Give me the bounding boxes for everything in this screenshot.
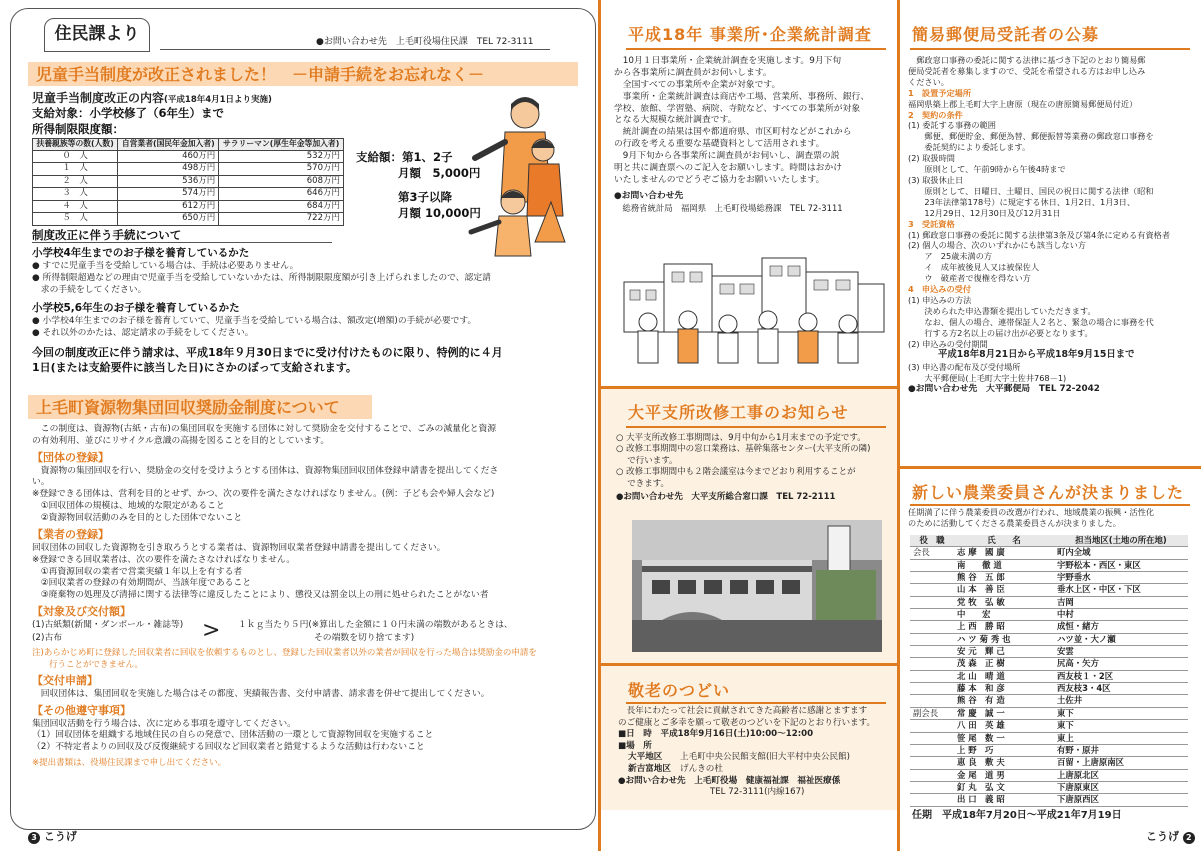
final-note (32, 346, 577, 376)
table-cell: 東下 (1054, 720, 1188, 732)
agri-intro (908, 507, 1196, 529)
recycle-note: 注)あらかじめ町に登録した回収業者に回収を依頼するものとし、登録した回収業者以外の業者が回収を行った場合は奨励金の申請を (32, 648, 537, 659)
table-cell (910, 720, 954, 732)
table-cell (910, 683, 954, 695)
table-cell: 上 西 勝 昭 (954, 621, 1054, 633)
final-note-line: 今回の制度改正に伴う請求は、平成18年９月30日までに受け付けたものに限り、特例的に４月 (32, 346, 503, 359)
table-row (910, 658, 1188, 670)
th-name: 氏 名 (954, 535, 1054, 547)
target-amount-title: 【対象及び交付額】 (32, 605, 131, 619)
post-line: 原則として、午前9時から午後4時まで (908, 164, 1066, 175)
grade4-title: 小学校4年生までのお子様を養育しているかた (32, 247, 250, 259)
post-period: 平成18年8月21日から平成18年9月15日まで (938, 349, 1135, 361)
table-cell: ５ 人 (33, 213, 118, 225)
recycle-line: 集団回収活動を行う場合は、次に定める事項を遵守してください。 (32, 718, 296, 729)
table-cell (910, 646, 954, 658)
recycle-line: ③廃棄物の処理及び清掃に関する法律等に違反したことにより、懲役又は罰金以上の刑に処せられたことがない者 (32, 590, 489, 601)
table-cell: 百留・上唐原南区 (1054, 757, 1188, 769)
table-cell: １ 人 (33, 163, 118, 175)
contact-residents: ●お問い合わせ先 上毛町役場住民課 TEL 72-3111 (316, 37, 534, 47)
keiro-contact: TEL 72-3111(内線167) (710, 787, 805, 798)
table-row (910, 781, 1188, 793)
table-cell: ハツ並・大ノ瀬 (1054, 633, 1188, 645)
taihei-line: ○ 改修工事期間中も２階会議室は今までどおり利用することが (616, 467, 856, 478)
table-cell: 尻高・矢方 (1054, 658, 1188, 670)
table-cell (910, 609, 954, 621)
census-line: 10月１日事業所・企業統計調査を実施します。9月下旬 (614, 56, 842, 66)
table-cell: 安 元 輝 己 (954, 646, 1054, 658)
table-cell (910, 781, 954, 793)
table-row (910, 609, 1188, 621)
table-row (910, 769, 1188, 781)
table-cell: 650万円 (118, 213, 219, 225)
table-cell: 金 尾 道 男 (954, 769, 1054, 781)
pay-2: 第3子以降 (398, 190, 453, 204)
post-line: 原則として、日曜日、土曜日、国民の祝日に関する法律（昭和 (908, 185, 1154, 196)
other-rules-title: 【その他遵守事項】 (32, 703, 131, 717)
keiro-venue: げんきの杜 (680, 763, 723, 774)
recycle-line: １ｋｇ当たり５円(※算出した金額に１０円未満の端数があるときは、 (238, 620, 513, 631)
keiro-district: 新吉富地区 (628, 763, 671, 774)
recycle-note: 行うことができません。 (32, 659, 144, 670)
table-cell: 土佐井 (1054, 695, 1188, 707)
grade56-item: ● それ以外のかたは、認定請求の手続をしてください。 (32, 327, 254, 338)
recycle-line: 回収団体の回収した資源物を引き取ろうとする業者は、資源物回収業者登録申請書を提出してください。 (32, 542, 446, 553)
table-cell: 藤 本 和 彦 (954, 683, 1054, 695)
post-line: イ 成年被後見人又は被保佐人 (908, 262, 1040, 273)
table-cell: 612万円 (118, 200, 219, 212)
table-cell: 恵 良 敷 夫 (954, 757, 1054, 769)
keiro-title: 敬老のつどい (628, 681, 731, 700)
table-cell (910, 757, 954, 769)
divider (910, 48, 1190, 50)
recycle-line: その端数を切り捨てます) (314, 633, 415, 644)
keiro-line: 長年にわたって社会に貢献されてきた高齢者に感謝とますます (618, 706, 868, 716)
table-cell: 町内全域 (1054, 547, 1188, 559)
divider (910, 504, 1190, 506)
grade56-item: ● 小学校4年生までのお子様を養育していて、児童手当を受給している場合は、額改定(増額)の手続が必要です。 (32, 316, 477, 326)
census-line: 全国すべての事業所や企業が対象です。 (614, 79, 781, 90)
census-line: の行政を考える重要な基礎資料として活用されます。 (614, 139, 825, 150)
post-line: なお、個人の場合、連帯保証人２名と、緊急の場合に事務を代 (908, 316, 1154, 327)
post-line: 大平郵便局(上毛町大字土佐井768－1) (908, 372, 1067, 383)
table-cell: 上唐原北区 (1054, 769, 1188, 781)
table-cell: 中 宏 (954, 609, 1054, 621)
post-body (908, 55, 1196, 395)
th-area: 担当地区(土地の所在地) (1054, 535, 1188, 547)
table-cell: ４ 人 (33, 200, 118, 212)
table-cell (910, 732, 954, 744)
table-cell: 宇野垂水 (1054, 572, 1188, 584)
taihei-body (616, 433, 892, 504)
table-cell (910, 744, 954, 756)
table-cell: 有野・原井 (1054, 744, 1188, 756)
table-row (33, 163, 344, 175)
census-line: 9月下旬から各事業所に調査員がお伺いし、調査票の説 (614, 151, 840, 161)
table-row (910, 744, 1188, 756)
table-cell: 646万円 (219, 188, 344, 200)
table-row (910, 646, 1188, 658)
taihei-line: ○ 改修工事期間中の窓口業務は、基幹集落センター(大平支所の隣) (616, 444, 871, 455)
keiro-district: 大平地区 (628, 752, 663, 763)
post-line: ア 25歳未満の方 (908, 251, 993, 262)
vendor-registration-title: 【業者の登録】 (32, 527, 109, 541)
table-cell: 山 本 善 臣 (954, 584, 1054, 596)
th-role: 役 職 (910, 535, 954, 547)
grade56-items (32, 316, 572, 340)
agri-intro-line: のために活動してくださる農業委員さんが決まりました。 (908, 518, 1121, 529)
recycle-note: ※提出書類は、役場住民課まで申し出てください。 (32, 758, 227, 769)
pay-1: 支給額：第1、2子 (356, 150, 453, 164)
table-cell: 吉岡 (1054, 596, 1188, 608)
agri-title: 新しい農業委員さんが決まりました (912, 483, 1185, 502)
recycle-line: ※登録できる回収業者は、次の要件を満たさなければなりません。 (32, 554, 296, 565)
recycle-intro: の有効利用、並びにリサイクル意識の高揚を図ることを目的としています。 (32, 435, 330, 446)
table-row (910, 757, 1188, 769)
table-cell: 498万円 (118, 163, 219, 175)
keiro-place: ■場 所 (618, 740, 652, 751)
post-line: (1) 申込みの方法 (908, 294, 972, 305)
divider (626, 702, 886, 704)
child-allowance-headline: 児童手当制度が改正されました！ －申請手続をお忘れなく－ (28, 62, 578, 86)
table-cell (910, 658, 954, 670)
post-heading: 4 申込みの受付 (908, 284, 972, 295)
census-line: いたしませんのでどうぞご協力をお願いいたします。 (614, 174, 825, 185)
keiro-date: ■日 時 平成18年9月16日(土)10:00～12:00 (618, 729, 814, 740)
brand-logo: こうげ (43, 830, 77, 843)
divider (626, 426, 886, 428)
post-heading: 2 契約の条件 (908, 109, 963, 120)
branch-office-photo (632, 520, 882, 652)
recycle-line: ②回収業者の登録の有効期間が、当該年度であること (32, 578, 252, 589)
table-cell: 西友枝3・4区 (1054, 683, 1188, 695)
table-cell (910, 559, 954, 571)
table-cell: 宇野松本・西区・東区 (1054, 559, 1188, 571)
child-heading: 児童手当制度改正の内容(平成18年4月1日より実施) (32, 91, 272, 105)
keiro-venue: 上毛町中央公民館支館(旧大平村中央公民館) (680, 752, 850, 763)
arrow-icon: > (202, 618, 221, 644)
group-registration-title: 【団体の登録】 (32, 450, 109, 464)
table-cell: 熊 谷 有 造 (954, 695, 1054, 707)
table-cell: 茂 森 正 樹 (954, 658, 1054, 670)
brand-logo: こうげ (1146, 830, 1179, 843)
table-cell: 722万円 (219, 213, 344, 225)
page-footer-left (28, 830, 77, 845)
column-divider (897, 0, 900, 851)
recycle-line: (2)古布 (32, 633, 63, 644)
table-cell: 党 牧 弘 敏 (954, 596, 1054, 608)
table-row (910, 633, 1188, 645)
census-line: 明と共に調査票へのご記入をお願いします。時間はおかけ (614, 162, 843, 173)
table-cell: 中村 (1054, 609, 1188, 621)
section-divider (897, 466, 1201, 469)
taihei-line: ○ 大平支所改修工事期間は、9月中旬から1月末までの予定です。 (616, 433, 866, 443)
table-row (33, 175, 344, 187)
table-row (910, 596, 1188, 608)
divider (626, 48, 886, 50)
table-cell: 出 口 義 昭 (954, 794, 1054, 806)
recycle-intro: この制度は、資源物(古紙・古布)の集団回収を実施する団体に対して奨励金を交付することで、ごみの減量化と資源 (32, 424, 497, 434)
income-limit-title: 所得制限限度額： (32, 122, 124, 136)
post-line: 12月29日、12月30日及び12月31日 (908, 207, 1061, 218)
post-title: 簡易郵便局受託者の公募 (912, 25, 1100, 44)
recycle-body (32, 424, 580, 770)
recycle-line: （2）不特定者よりの回収及び反復継続する回収など回収業者と錯覚するような活動は行わないこと (32, 742, 425, 753)
taihei-contact: ●お問い合わせ先 大平支所総合窓口課 TEL 72-2111 (616, 492, 836, 503)
census-title: 平成18年 事業所･企業統計調査 (628, 25, 872, 44)
table-cell: 笹 尾 数 一 (954, 732, 1054, 744)
post-line: (2) 取扱時間 (908, 153, 955, 164)
taihei-line: できます。 (616, 478, 670, 489)
table-cell: 常 慶 誠 一 (954, 707, 1054, 719)
recycle-line: （1）回収団体を組織する地域住民の自らの発意で、団体活動の一環として資源物回収を実施すること (32, 730, 434, 741)
table-cell: 570万円 (219, 163, 344, 175)
table-row (910, 621, 1188, 633)
table-cell (910, 670, 954, 682)
post-heading: 3 受託資格 (908, 218, 955, 229)
post-line: 郵政窓口事務の委託に関する法律に基づき下記のとおり簡易郵 (908, 55, 1146, 65)
recycle-line: い。 (32, 477, 50, 488)
census-line: 学校、旅館、学習塾、病院、寺院など、すべての事業所が対象 (614, 103, 861, 114)
table-cell: 下唐原西区 (1054, 794, 1188, 806)
table-cell (910, 794, 954, 806)
section-tab: 住民課より (44, 18, 150, 52)
table-row (910, 559, 1188, 571)
grade4-item: 求の手続をしてください。 (32, 284, 147, 295)
recycle-line: ①回収団体の規模は、地域的な限定があること (32, 501, 225, 512)
table-cell: 北 山 晴 道 (954, 670, 1054, 682)
taihei-line: で行います。 (616, 455, 678, 466)
agri-members-table (910, 535, 1188, 807)
page-footer-right (1146, 830, 1195, 845)
table-row (910, 584, 1188, 596)
post-line: 福岡県築上郡上毛町大字上唐原（現在の唐原簡易郵便局付近） (908, 98, 1138, 109)
grade4-item: ● すでに児童手当を受給している場合は、手続は必要ありません。 (32, 261, 299, 271)
table-cell: 西友枝１・2区 (1054, 670, 1188, 682)
table-row (910, 720, 1188, 732)
table-cell: 会長 (910, 547, 954, 559)
table-row (910, 707, 1188, 719)
income-limit-table (32, 138, 344, 226)
th-self-employed: 自営業者(国民年金加入者) (118, 139, 219, 151)
keiro-body (618, 706, 892, 799)
post-line: (2) 申込みの受付期間 (908, 338, 988, 349)
recycle-line: ※登録できる団体は、営利を目的とせず、かつ、次の要件を満たさなければなりません。(例：子ども会や婦人会など) (32, 489, 495, 500)
census-line: 統計調査の結果は国や都道府県、市区町村などがこれから (614, 127, 852, 138)
table-cell: 460万円 (118, 151, 219, 163)
post-line: 決められた申込書類を提出していただきます。 (908, 305, 1096, 316)
recycle-line: 回収団体は、集団回収を実施した場合はその都度、実績報告書、交付申請書、請求書を併せて提出してください。 (32, 688, 490, 699)
table-cell: 574万円 (118, 188, 219, 200)
table-row (33, 188, 344, 200)
final-note-line: 1日(または支給要件に該当した日)にさかのぼって支給されます。 (32, 360, 357, 374)
census-line: となる大規模な統計調査です。 (614, 115, 737, 126)
table-cell: 608万円 (219, 175, 344, 187)
table-row (33, 200, 344, 212)
family-illustration (465, 92, 577, 262)
post-line: 行する方2名以上の届け出が必要となります。 (908, 327, 1093, 338)
grade4-item: ● 所得制限超過などの理由で児童手当を受給していないかたは、所得制限限度額が引き上げられましたので、認定請 (32, 272, 491, 283)
census-body (614, 56, 890, 214)
pay-1-amount: 月額 5,000円 (398, 166, 481, 180)
grade4-items (32, 261, 572, 297)
divider (160, 49, 550, 50)
table-cell: 東下 (1054, 707, 1188, 719)
table-cell (910, 596, 954, 608)
table-cell: 八 田 英 雄 (954, 720, 1054, 732)
post-line: ウ 破産者で復権を得ない方 (908, 273, 1031, 284)
table-cell: 垂水上区・中区・下区 (1054, 584, 1188, 596)
table-row (910, 670, 1188, 682)
post-contact: ●お問い合わせ先 大平郵便局 TEL 72-2042 (908, 383, 1100, 394)
table-cell (910, 584, 954, 596)
table-row (910, 547, 1188, 559)
table-cell: 副会長 (910, 707, 954, 719)
page-number: 3 (28, 832, 40, 844)
census-line: 事業所・企業統計調査は商店や工場、営業所、事務所、銀行、 (614, 91, 870, 102)
grant-application-title: 【交付申請】 (32, 673, 98, 687)
post-line: 委託契約により委託します。 (908, 142, 1031, 153)
grade56-title: 小学校5,6年生のお子様を養育しているかた (32, 302, 240, 314)
table-row (910, 732, 1188, 744)
post-heading: 1 設置予定場所 (908, 87, 972, 98)
table-cell (910, 572, 954, 584)
th-salaried: サラリーマン(厚生年金等加入者) (219, 139, 344, 151)
table-cell: 釘 丸 弘 文 (954, 781, 1054, 793)
table-cell: 上 野 巧 (954, 744, 1054, 756)
table-cell (910, 769, 954, 781)
recycle-line: 資源物の集団回収を行い、奨励金の交付を受けようとする団体は、資源物集団回収団体登録申請書を提出してくださ (32, 465, 499, 476)
census-line: から各事業所に調査員がお伺いします。 (614, 67, 772, 78)
table-cell: 志 摩 國 廣 (954, 547, 1054, 559)
table-cell: ３ 人 (33, 188, 118, 200)
post-line: (1) 郵政窓口事務の委託に関する法律第3条及び第4条に定める有資格者 (908, 229, 1171, 240)
procedure-title: 制度改正に伴う手続について (32, 228, 182, 242)
table-cell: 536万円 (118, 175, 219, 187)
table-cell: 安雲 (1054, 646, 1188, 658)
table-cell: ハ ツ 菊 秀 也 (954, 633, 1054, 645)
table-cell: 成恒・緒方 (1054, 621, 1188, 633)
census-contact: ●お問い合わせ先 (614, 190, 684, 201)
table-cell (910, 695, 954, 707)
recycle-line: ②資源物回収活動のみを目的とした団体でないこと (32, 513, 243, 524)
table-row (910, 794, 1188, 806)
table-row (33, 213, 344, 225)
post-line: (1) 委託する事務の範囲 (908, 120, 996, 131)
post-line: 郵便、郵便貯金、郵便為替、郵便振替等業務の郵政窓口事務を (908, 131, 1154, 142)
agri-term: 任期 平成18年7月20日～平成21年7月19日 (912, 810, 1122, 821)
table-cell: 684万円 (219, 200, 344, 212)
table-cell (910, 633, 954, 645)
table-cell: 532万円 (219, 151, 344, 163)
child-target: 支給対象：小学校修了（6年生）まで (32, 106, 224, 120)
table-cell: 熊 谷 五 郎 (954, 572, 1054, 584)
table-cell: ０ 人 (33, 151, 118, 163)
post-line: (2) 個人の場合、次のいずれかにも該当しない方 (908, 240, 1086, 251)
table-row (910, 683, 1188, 695)
page-number: 2 (1183, 832, 1195, 844)
post-line: (3) 取扱休止日 (908, 174, 964, 185)
table-cell: 東上 (1054, 732, 1188, 744)
table-row (910, 572, 1188, 584)
keiro-contact: ●お問い合わせ先 上毛町役場 健康福祉課 福祉医療係 (618, 775, 841, 786)
table-cell: 下唐原東区 (1054, 781, 1188, 793)
post-line: 便局受託者を募集しますので、受託を希望される方はお申し込み (908, 65, 1146, 76)
table-cell (910, 621, 954, 633)
recycle-line: (1)古紙類(新聞・ダンボール・雑誌等) (32, 620, 184, 631)
taihei-title: 大平支所改修工事のお知らせ (628, 403, 849, 422)
recycle-headline: 上毛町資源物集団回収奨励金制度について (28, 395, 372, 419)
divider (32, 242, 332, 243)
post-line: 23年法律第178号）に規定する休日、1月2日、1月3日、 (908, 196, 1136, 207)
table-cell: 南 徹 道 (954, 559, 1054, 571)
table-row (910, 695, 1188, 707)
agri-intro-line: 任期満了に伴う農業委員の改選が行われ、地域農業の振興・活性化 (908, 507, 1155, 517)
census-contact: 総務省統計局 福岡県 上毛町役場総務課 TEL 72-3111 (614, 202, 843, 213)
post-line: ください。 (908, 76, 949, 87)
target-amount-block (32, 620, 580, 648)
recycle-line: ①再資源回収の業者で営業実績１年以上を有する者 (32, 566, 243, 577)
pay-2-amount: 月額 10,000円 (398, 206, 481, 220)
town-illustration (614, 244, 890, 374)
post-line: (3) 申込書の配布及び受付場所 (908, 361, 1021, 372)
th-dependents: 扶養親族等の数(人数) (33, 139, 118, 151)
table-cell: ２ 人 (33, 175, 118, 187)
keiro-line: のご健康とご多幸を願って敬老のつどいを下記のとおり行います。 (618, 717, 876, 728)
table-row (33, 151, 344, 163)
